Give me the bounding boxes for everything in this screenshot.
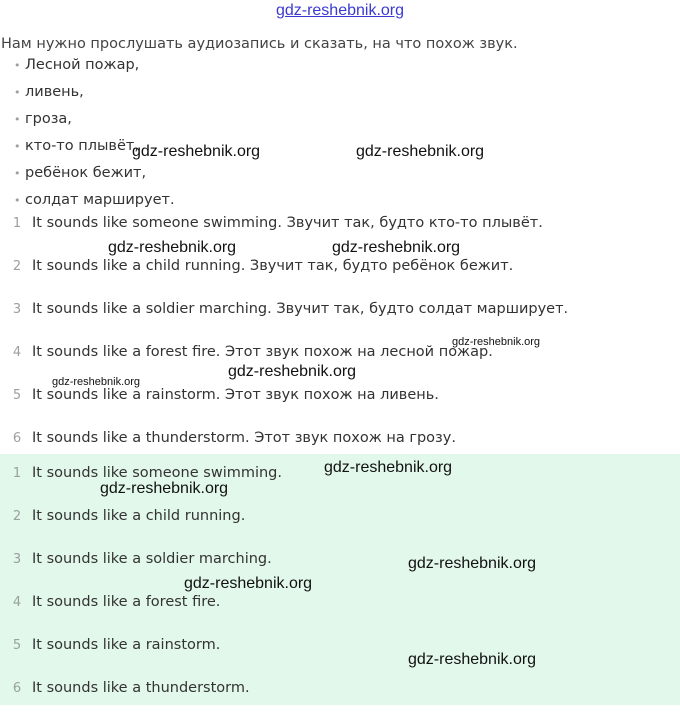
item-number: 3 [12,302,22,317]
bullet-text: гроза, [25,111,72,127]
item-number: 1 [12,466,22,481]
answer-list [0,465,680,723]
list-item [0,594,680,637]
list-item [0,637,680,680]
list-item [0,508,680,551]
bullet-text: ребёнок бежит, [25,165,147,181]
bullet-dot-icon: • [14,86,21,99]
list-item [0,680,680,723]
item-text: It sounds like a thunderstorm. Этот звук похож на грозу. [32,430,456,446]
watermark: gdz-reshebnik.org [452,336,541,348]
watermark: gdz-reshebnik.org [100,480,229,497]
watermark: gdz-reshebnik.org [408,555,537,572]
item-number: 4 [12,345,22,360]
item-number: 6 [12,431,22,446]
item-text: It sounds like a rainstorm. Этот звук похож на ливень. [32,387,439,403]
watermark: gdz-reshebnik.org [108,239,237,256]
intro-text: Нам нужно прослушать аудиозапись и сказать, на что похож звук. [1,36,518,52]
bullet-text: солдат марширует. [25,192,175,208]
watermark: gdz-reshebnik.org [52,376,141,388]
item-text: It sounds like a thunderstorm. [32,680,250,696]
item-text: It sounds like a forest fire. [32,594,221,610]
watermark: gdz-reshebnik.org [132,143,261,160]
item-text: It sounds like a rainstorm. [32,637,221,653]
bullet-dot-icon: • [14,140,21,153]
sound-bullet-list [14,57,175,219]
list-item [0,301,680,344]
item-number: 5 [12,638,22,653]
item-number: 2 [12,259,22,274]
watermark: gdz-reshebnik.org [228,363,357,380]
item-number: 5 [12,388,22,403]
item-text: It sounds like a forest fire. Этот звук похож на лесной пожар. [32,344,493,360]
bullet-text: кто-то плывёт, [25,138,139,154]
item-number: 3 [12,552,22,567]
bullet-item [14,111,175,138]
item-number: 4 [12,595,22,610]
bullet-item [14,84,175,111]
watermark: gdz-reshebnik.org [408,651,537,668]
bullet-item [14,57,175,84]
watermark: gdz-reshebnik.org [332,239,461,256]
item-text: It sounds like a child running. Звучит так, будто ребёнок бежит. [32,258,514,274]
bullet-dot-icon: • [14,113,21,126]
header-site-link[interactable]: gdz-reshebnik.org [275,2,405,19]
item-number: 6 [12,681,22,696]
watermark: gdz-reshebnik.org [324,459,453,476]
bullet-dot-icon: • [14,59,21,72]
item-number: 2 [12,509,22,524]
watermark: gdz-reshebnik.org [356,143,485,160]
bullet-dot-icon: • [14,167,21,180]
item-number: 1 [12,216,22,231]
list-item [0,551,680,594]
bullet-item [14,165,175,192]
bullet-text: Лесной пожар, [25,57,140,73]
bullet-dot-icon: • [14,194,21,207]
list-item [0,387,680,430]
item-text: It sounds like a soldier marching. [32,551,272,567]
item-text: It sounds like someone swimming. [32,465,282,481]
list-item [0,258,680,301]
bullet-text: ливень, [25,84,84,100]
item-text: It sounds like a soldier marching. Звучит так, будто солдат марширует. [32,301,569,317]
watermark: gdz-reshebnik.org [184,575,313,592]
item-text: It sounds like someone swimming. Звучит так, будто кто-то плывёт. [32,215,543,231]
item-text: It sounds like a child running. [32,508,246,524]
